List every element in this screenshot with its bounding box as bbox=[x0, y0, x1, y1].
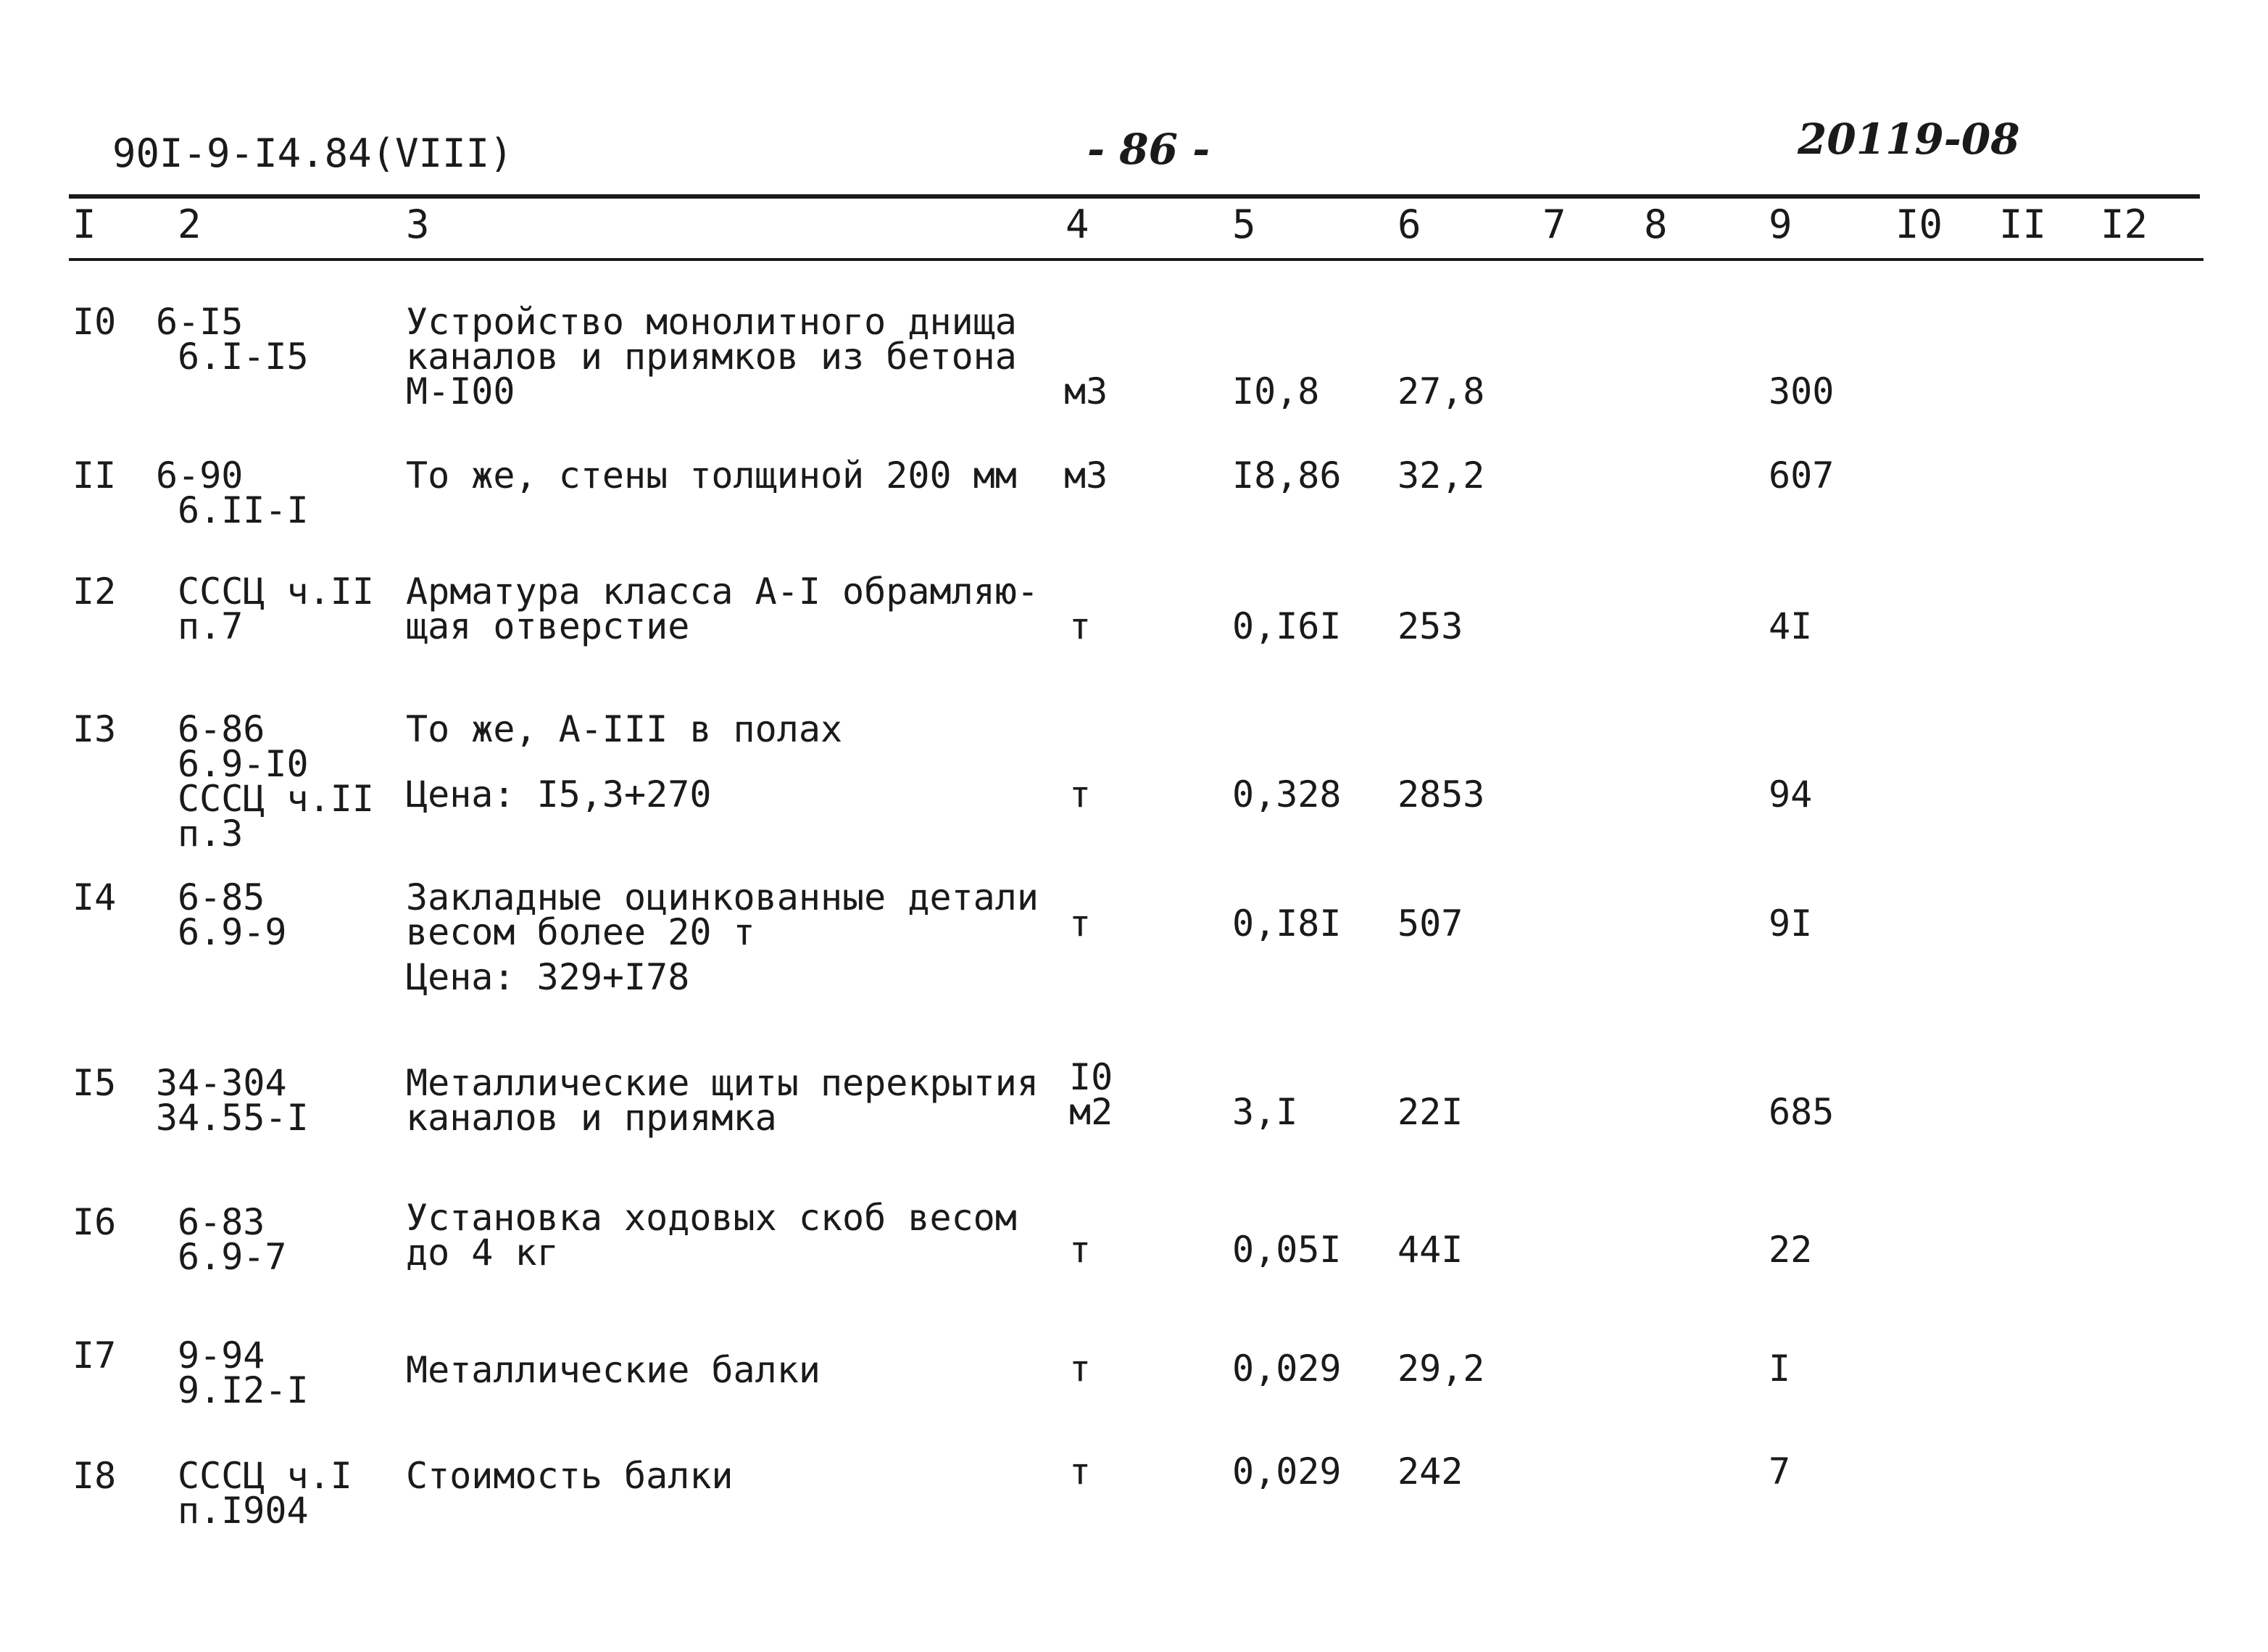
total-cost: I bbox=[1769, 1348, 1791, 1390]
norm-code: 6.II-I bbox=[178, 489, 309, 531]
total-cost: 607 bbox=[1769, 454, 1835, 497]
archive-number: 20119-08 bbox=[1798, 115, 2020, 164]
total-cost: 300 bbox=[1769, 370, 1835, 412]
total-cost: 9I bbox=[1769, 902, 1813, 945]
work-description: каналов и приямка bbox=[406, 1097, 777, 1139]
unit: т bbox=[1069, 1229, 1092, 1271]
norm-code: 6-86 bbox=[178, 708, 265, 750]
work-description: каналов и приямков из бетона bbox=[406, 336, 1017, 378]
total-cost: 4I bbox=[1769, 605, 1813, 647]
column-header-8: 8 bbox=[1644, 202, 1668, 247]
work-description: щая отверстие bbox=[406, 605, 690, 647]
norm-code: 6.I-I5 bbox=[178, 336, 309, 378]
unit-price: 507 bbox=[1397, 902, 1463, 945]
unit: т bbox=[1069, 773, 1092, 815]
unit-price: 253 bbox=[1397, 605, 1463, 647]
norm-code: 34.55-I bbox=[156, 1097, 309, 1139]
work-description: Стоимость балки bbox=[406, 1455, 734, 1497]
unit-price: 27,8 bbox=[1397, 370, 1485, 412]
unit: т bbox=[1069, 902, 1092, 945]
row-number: I7 bbox=[72, 1335, 117, 1377]
total-cost: 685 bbox=[1769, 1091, 1835, 1133]
row-number: I3 bbox=[72, 708, 117, 750]
column-header-6: 6 bbox=[1397, 202, 1421, 247]
work-description: Металлические щиты перекрытия bbox=[406, 1062, 1039, 1104]
work-description: Арматура класса А-I обрамляю- bbox=[406, 570, 1039, 613]
row-number: II bbox=[72, 454, 117, 497]
norm-code: СССЦ ч.II bbox=[178, 778, 374, 820]
norm-code: 6.9-7 bbox=[178, 1236, 287, 1278]
norm-code: 9.I2-I bbox=[178, 1369, 309, 1411]
column-header-2: 2 bbox=[178, 202, 202, 247]
norm-code: 6-I5 bbox=[156, 301, 244, 343]
norm-code: п.3 bbox=[178, 813, 244, 855]
norm-code: СССЦ ч.II bbox=[178, 570, 374, 613]
unit: м3 bbox=[1064, 454, 1108, 497]
column-header-3: 3 bbox=[406, 202, 430, 247]
work-description: Устройство монолитного днища bbox=[406, 301, 1017, 343]
total-cost: 7 bbox=[1769, 1450, 1791, 1493]
unit: т bbox=[1069, 1450, 1092, 1493]
quantity: 0,029 bbox=[1232, 1348, 1342, 1390]
norm-code: 6.9-9 bbox=[178, 911, 287, 953]
total-cost: 22 bbox=[1769, 1229, 1813, 1271]
work-description: То же, стены толщиной 200 мм bbox=[406, 454, 1017, 497]
row-number: I6 bbox=[72, 1201, 117, 1243]
unit-price: 242 bbox=[1397, 1450, 1463, 1493]
unit: т bbox=[1069, 605, 1092, 647]
norm-code: 34-304 bbox=[156, 1062, 287, 1104]
unit-price: 22I bbox=[1397, 1091, 1463, 1133]
unit: м3 bbox=[1064, 370, 1108, 412]
norm-code: 6-90 bbox=[156, 454, 244, 497]
unit-price: 44I bbox=[1397, 1229, 1463, 1271]
table-header-rule bbox=[69, 258, 2203, 261]
total-cost: 94 bbox=[1769, 773, 1813, 815]
work-description: М-I00 bbox=[406, 370, 515, 412]
price-note: Цена: 329+I78 bbox=[406, 956, 690, 998]
quantity: 0,029 bbox=[1232, 1450, 1342, 1493]
quantity: 0,I6I bbox=[1232, 605, 1342, 647]
norm-code: 6-83 bbox=[178, 1201, 265, 1243]
column-header-11: II bbox=[1999, 202, 2047, 247]
work-description: Металлические балки bbox=[406, 1349, 821, 1391]
row-number: I4 bbox=[72, 876, 117, 918]
work-description: весом более 20 т bbox=[406, 911, 755, 953]
norm-code: п.I904 bbox=[178, 1490, 309, 1532]
column-header-5: 5 bbox=[1232, 202, 1256, 247]
row-number: I5 bbox=[72, 1062, 117, 1104]
price-note: Цена: I5,3+270 bbox=[406, 773, 712, 815]
unit: I0 м2 bbox=[1069, 1056, 1113, 1133]
work-description: То же, А-III в полах bbox=[406, 708, 843, 750]
norm-code: п.7 bbox=[178, 605, 244, 647]
quantity: 0,I8I bbox=[1232, 902, 1342, 945]
column-header-7: 7 bbox=[1542, 202, 1566, 247]
document-code: 90I-9-I4.84(VIII) bbox=[112, 130, 513, 176]
work-description: Закладные оцинкованные детали bbox=[406, 876, 1039, 918]
norm-code: 6-85 bbox=[178, 876, 265, 918]
page-number: - 86 - bbox=[1087, 125, 1210, 174]
row-number: I8 bbox=[72, 1455, 117, 1497]
unit-price: 32,2 bbox=[1397, 454, 1485, 497]
unit-price: 2853 bbox=[1397, 773, 1485, 815]
column-header-1: I bbox=[72, 202, 96, 247]
work-description: до 4 кг bbox=[406, 1232, 559, 1274]
row-number: I2 bbox=[72, 570, 117, 613]
unit: т bbox=[1069, 1348, 1092, 1390]
work-description: Установка ходовых скоб весом bbox=[406, 1197, 1017, 1239]
quantity: I8,86 bbox=[1232, 454, 1342, 497]
norm-code: 9-94 bbox=[178, 1335, 265, 1377]
quantity: 0,328 bbox=[1232, 773, 1342, 815]
quantity: 0,05I bbox=[1232, 1229, 1342, 1271]
row-number: I0 bbox=[72, 301, 117, 343]
column-header-10: I0 bbox=[1895, 202, 1943, 247]
column-header-4: 4 bbox=[1066, 202, 1089, 247]
table-top-rule bbox=[69, 194, 2200, 199]
unit-price: 29,2 bbox=[1397, 1348, 1485, 1390]
norm-code: 6.9-I0 bbox=[178, 743, 309, 785]
quantity: 3,I bbox=[1232, 1091, 1298, 1133]
norm-code: СССЦ ч.I bbox=[178, 1455, 352, 1497]
column-header-12: I2 bbox=[2101, 202, 2148, 247]
column-header-9: 9 bbox=[1769, 202, 1793, 247]
quantity: I0,8 bbox=[1232, 370, 1320, 412]
